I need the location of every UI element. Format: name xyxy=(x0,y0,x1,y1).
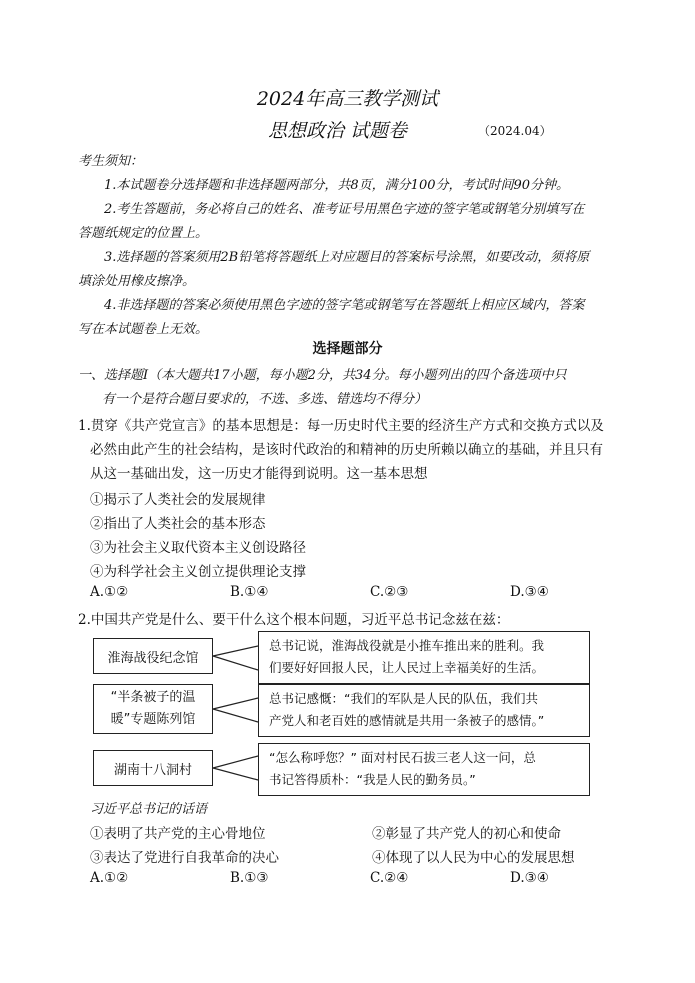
connector-line xyxy=(213,656,258,670)
exam-date: （2024.04） xyxy=(478,124,552,138)
place-label: 湖南十八洞村 xyxy=(113,762,192,778)
notice-line: 填涂处用橡皮擦净。 xyxy=(78,274,196,289)
question-1-option: ②指出了人类社会的基本形态 xyxy=(90,516,266,532)
question-1-option: ③为社会主义取代资本主义创设路径 xyxy=(90,540,306,556)
quote-line: 书记答得质朴：“我是人民的勤务员。” xyxy=(269,772,476,787)
place-box-shibadong-village xyxy=(93,750,213,786)
question-1-option: ④为科学社会主义创立提供理论支撑 xyxy=(90,564,306,580)
notice-line: 写在本试题卷上无效。 xyxy=(78,322,209,337)
place-label: 淮海战役纪念馆 xyxy=(107,650,199,666)
question-1-option: ①揭示了人类社会的发展规律 xyxy=(90,492,266,508)
place-box-huaihai xyxy=(93,638,213,674)
part-instructions: 有一个是符合题目要求的，不选、多选、错选均不得分） xyxy=(102,392,428,407)
question-2-option: ②彰显了共产党人的初心和使命 xyxy=(372,826,561,842)
question-2-option: ①表明了共产党的主心骨地位 xyxy=(90,826,266,842)
question-1-stem: 必然由此产生的社会结构，是该时代政治的和精神的历史所赖以确立的基础，并且只有 xyxy=(90,442,603,458)
question-1-stem: 1.贯穿《共产党宣言》的基本思想是：每一历史时代主要的经济生产方式和交换方式以及 xyxy=(78,418,604,434)
question-2-choice-c[interactable]: C.②④ xyxy=(370,870,409,886)
connector-line xyxy=(213,646,258,656)
quote-line: 产党人和老百姓的感情就是共用一条被子的感情。” xyxy=(269,713,545,728)
connector-line xyxy=(213,768,258,780)
quote-line: “怎么称呼您？” 面对村民石拔三老人这一问，总 xyxy=(269,750,536,765)
quote-line: 们要好好回报人民，让人民过上幸福美好的生活。 xyxy=(269,660,545,675)
notice-line: 2.考生答题前，务必将自己的姓名、准考证号用黑色字迹的签字笔或钢笔分别填写在 xyxy=(104,202,585,217)
question-1-choice-d[interactable]: D.③④ xyxy=(510,584,549,600)
question-2-choice-d[interactable]: D.③④ xyxy=(510,870,549,886)
question-2-option: ③表达了党进行自我革命的决心 xyxy=(90,850,279,866)
quote-box-1 xyxy=(258,631,590,684)
notice-line: 4.非选择题的答案必须使用黑色字迹的签字笔或钢笔写在答题纸上相应区域内，答案 xyxy=(104,298,585,313)
question-1-choice-c[interactable]: C.②③ xyxy=(370,584,409,600)
place-label: “半条被子的温 xyxy=(110,690,196,705)
question-2-choice-b[interactable]: B.①③ xyxy=(230,870,269,886)
section-title: 选择题部分 xyxy=(312,341,383,357)
page-title: 2024年高三教学测试 xyxy=(256,88,439,110)
connector-line xyxy=(213,756,258,768)
question-2-stem: 2.中国共产党是什么、要干什么这个根本问题，习近平总书记念兹在兹： xyxy=(78,612,510,628)
quote-box-3 xyxy=(258,743,590,796)
part-instructions: 一、选择题Ⅰ（本大题共17小题，每小题2分，共34分。每小题列出的四个备选项中只 xyxy=(78,368,567,383)
place-label: 暖”专题陈列馆 xyxy=(110,712,196,727)
question-2-choice-a[interactable]: A.①② xyxy=(90,870,129,886)
connector-line xyxy=(213,698,258,709)
notice-line: 1.本试题卷分选择题和非选择题两部分，共8页，满分100分，考试时间90分钟。 xyxy=(104,178,570,193)
question-2-lead: 习近平总书记的话语 xyxy=(90,802,208,817)
place-box-quilt-exhibition xyxy=(93,684,213,734)
notice-line: 3.选择题的答案须用2B铅笔将答题纸上对应题目的答案标号涂黑，如要改动，须将原 xyxy=(104,250,590,265)
question-2-option: ④体现了以人民为中心的发展思想 xyxy=(372,850,575,866)
quote-line: 总书记说，淮海战役就是小推车推出来的胜利。我 xyxy=(269,638,545,653)
page-subtitle: 思想政治 试题卷 xyxy=(268,120,408,142)
notice-heading: 考生须知： xyxy=(78,154,144,169)
question-1-stem: 从这一基础出发，这一历史才能得到说明。这一基本思想 xyxy=(90,466,428,482)
question-1-choice-a[interactable]: A.①② xyxy=(90,584,129,600)
notice-line: 答题纸规定的位置上。 xyxy=(78,226,209,241)
quote-box-2 xyxy=(258,684,590,737)
connector-line xyxy=(213,709,258,722)
question-1-choice-b[interactable]: B.①④ xyxy=(230,584,269,600)
quote-line: 总书记感慨：“我们的军队是人民的队伍，我们共 xyxy=(269,691,538,706)
